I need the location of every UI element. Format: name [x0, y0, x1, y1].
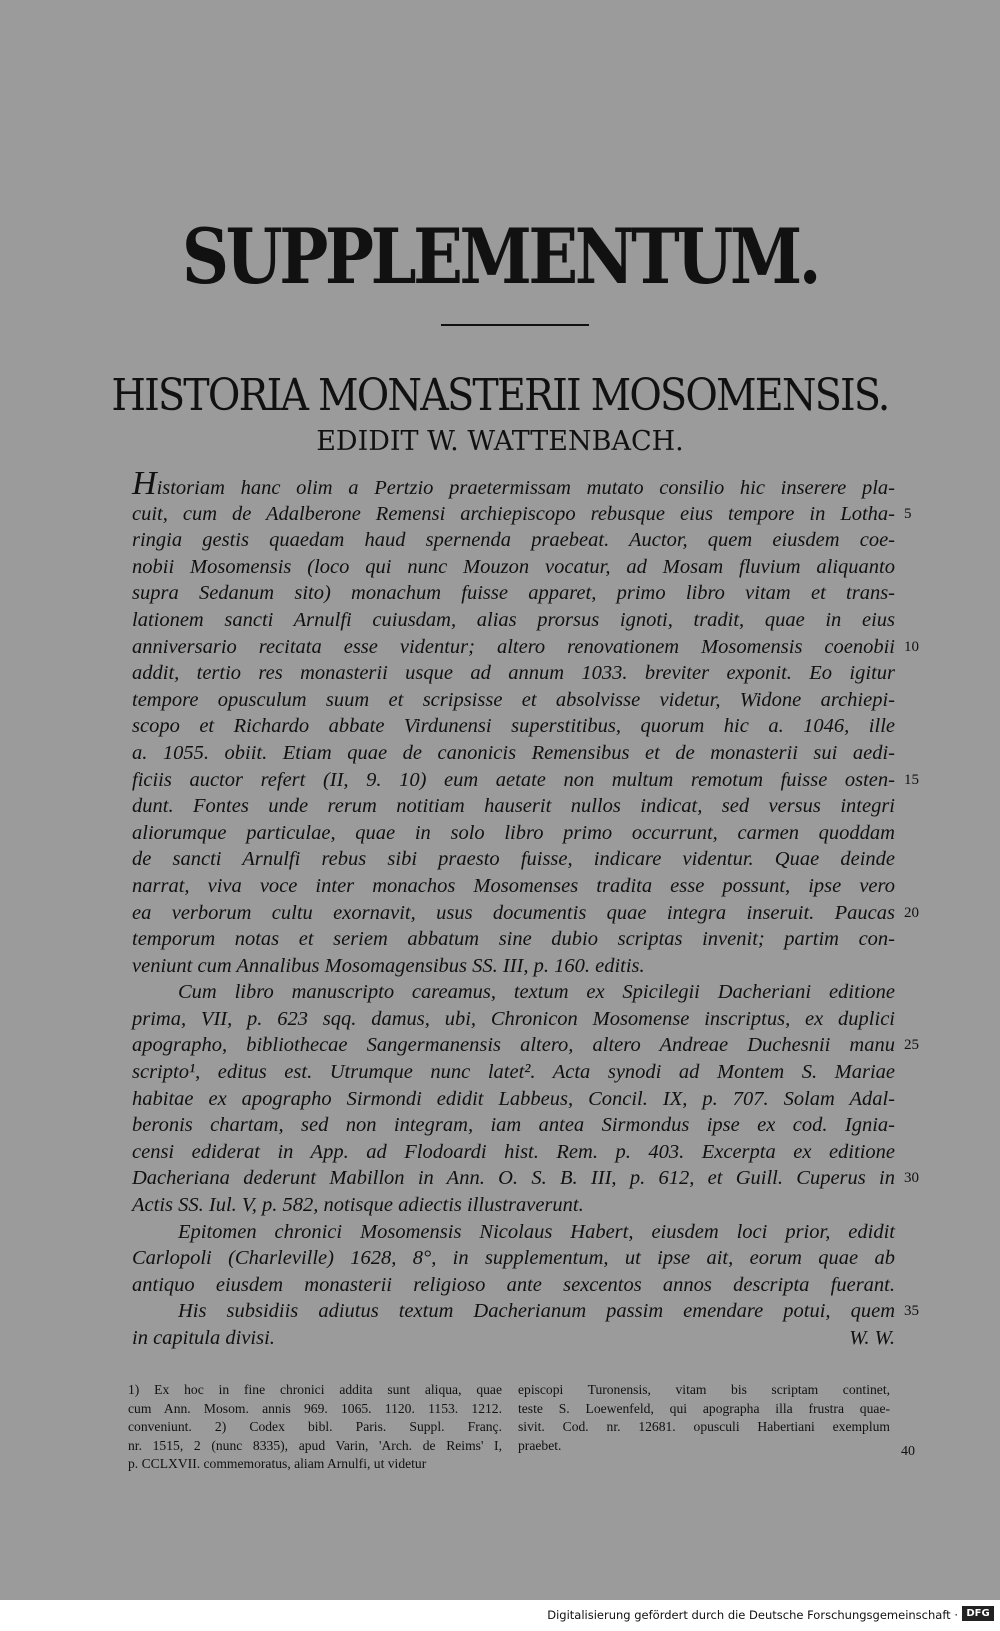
line-text: censi ediderat in App. ad Flodoardi hist. Rem. p. 403. Excerpta ex editione — [132, 1140, 895, 1163]
text-line-content — [132, 1006, 895, 1033]
line-number: 20 — [904, 904, 919, 921]
line-text: beronis chartam, sed non integram, iam antea Sirmondus ipse ex cod. Ignia- — [132, 1114, 895, 1137]
text-line-content — [132, 900, 895, 927]
text-line-content — [132, 979, 895, 1006]
text-line-content — [132, 607, 895, 634]
text-line — [132, 1192, 895, 1219]
text-line — [132, 820, 895, 847]
text-line-content — [132, 1325, 895, 1352]
line-text: Actis SS. Iul. V, p. 582, notisque adiectis illustraverunt. — [132, 1194, 584, 1217]
footnotes-right-column — [518, 1381, 890, 1455]
line-text: supra Sedanum sito) monachum fuisse apparet, primo libro vitam et trans- — [132, 582, 895, 605]
text-line — [132, 1086, 895, 1113]
text-line-content — [132, 767, 895, 794]
line-text: temporum notas et seriem abbatum sine dubio scriptas invenit; partim con- — [132, 928, 895, 951]
text-line — [132, 634, 919, 661]
line-text: dunt. Fontes unde rerum notitiam hauserit nullos indicat, sed versus integri — [132, 795, 895, 818]
drop-cap: H — [132, 465, 157, 502]
text-line — [132, 527, 895, 554]
text-line — [132, 465, 895, 502]
text-line — [132, 873, 895, 900]
text-line-content — [132, 846, 895, 873]
text-line-content — [132, 1165, 895, 1192]
text-line — [132, 1325, 895, 1352]
text-line — [132, 1139, 895, 1166]
line-text: nobii Mosomensis (loco qui nunc Mouzon vocatur, ad Mosam fluvium aliquanto — [132, 555, 895, 578]
line-text: His subsidiis adiutus textum Dacherianum passim emendare potui, quem — [178, 1300, 895, 1323]
line-number: 10 — [904, 638, 919, 655]
text-line-content — [132, 1086, 895, 1113]
text-line-content — [132, 634, 895, 661]
text-line — [132, 846, 895, 873]
footnote-line: p. CCLXVII. commemoratus, aliam Arnulfi, ut videtur — [128, 1456, 427, 1472]
footnote-line: episcopi Turonensis, vitam bis scriptam continet, — [518, 1382, 890, 1397]
line-number: 25 — [904, 1037, 919, 1054]
line-text: Dacheriana dederunt Mabillon in Ann. O. S. B. III, p. 612, et Guill. Cuperus in — [132, 1167, 895, 1190]
text-line — [132, 687, 895, 714]
text-line — [132, 740, 895, 767]
text-line — [132, 554, 895, 581]
text-line — [132, 1165, 919, 1192]
line-text: antiquo eiusdem monasterii religioso ante sexcentos annos descripta fuerant. — [132, 1273, 895, 1296]
footnote-line: teste S. Loewenfeld, qui apographa illa frustra quae- — [518, 1400, 890, 1416]
text-line-content — [132, 1032, 895, 1059]
footnote-line: sivit. Cod. nr. 12681. opusculi Habertiani exemplum — [518, 1419, 890, 1435]
line-text: addit, tertio res monasterii usque ad annum 1033. breviter exponit. Eo igitur — [132, 662, 895, 685]
footer-bar — [0, 1600, 1000, 1631]
text-line — [132, 501, 912, 528]
line-text: apographo, bibliothecae Sangermanensis altero, altero Andreae Duchesnii manu — [132, 1034, 895, 1057]
footnote-line: nr. 1515, 2 (nunc 8335), apud Varin, 'Arch. de Reims' I, — [128, 1437, 502, 1453]
text-line-content — [132, 820, 895, 847]
line-text: aliorumque particulae, quae in solo libro primo occurrunt, carmen quoddam — [132, 821, 895, 844]
text-line-content — [132, 580, 895, 607]
line-text: anniversario recitata esse videntur; altero renovationem Mosomensis coenobii — [132, 635, 895, 658]
text-line — [132, 1298, 919, 1325]
line-text: narrat, viva voce inter monachos Mosomenses tradita esse possunt, ipse vero — [132, 874, 895, 897]
line-text: veniunt cum Annalibus Mosomagensibus SS. III, p. 160. editis. — [132, 954, 645, 977]
footnote-line-number: 40 — [901, 1444, 915, 1459]
text-line-content — [132, 926, 895, 953]
section-title: HISTORIA MONASTERII MOSOMENSIS. — [111, 370, 889, 421]
line-text: lationem sancti Arnulfi cuiusdam, alias prorsus ignoti, tradit, quae in eius — [132, 608, 895, 631]
text-line-content — [132, 793, 895, 820]
text-line-content — [132, 1112, 895, 1139]
text-line-content — [132, 687, 895, 714]
line-text: in capitula divisi. — [132, 1327, 275, 1349]
line-text: Cum libro manuscripto careamus, textum ex Spicilegii Dacheriani editione — [178, 981, 895, 1004]
text-line-content — [132, 660, 895, 687]
text-line-content — [132, 1059, 895, 1086]
line-text: tempore opusculum suum et scripsisse et absolvisse videtur, Widone archiepi- — [132, 688, 895, 711]
line-text: scripto¹, editus est. Utrumque nunc latet². Acta synodi ad Montem S. Mariae — [132, 1061, 895, 1084]
title-divider — [441, 324, 589, 326]
line-text: ringia gestis quaedam haud spernenda praebeat. Auctor, quem eiusdem coe- — [132, 529, 895, 552]
footnotes-left-column — [128, 1381, 502, 1474]
line-text: cuit, cum de Adalberone Remensi archiepiscopo rebusque eius tempore in Lotha- — [132, 502, 895, 525]
text-line — [132, 1032, 919, 1059]
text-line-content — [132, 740, 895, 767]
line-text: scopo et Richardo abbate Virdunensi superstitibus, quorum hic a. 1046, ille — [132, 715, 895, 738]
text-line-content — [132, 554, 895, 581]
line-text: Epitomen chronici Mosomensis Nicolaus Habert, eiusdem loci prior, edidit — [178, 1220, 895, 1243]
footnote-line: 1) Ex hoc in fine chronici addita sunt aliqua, quae — [128, 1382, 502, 1397]
line-number: 5 — [904, 505, 912, 522]
text-line — [132, 1245, 895, 1272]
text-line-content — [132, 1192, 895, 1219]
text-line-content — [132, 1139, 895, 1166]
text-line-content — [132, 713, 895, 740]
text-line — [132, 900, 919, 927]
text-line — [132, 660, 895, 687]
text-line — [132, 607, 895, 634]
line-number: 35 — [904, 1303, 919, 1320]
text-line — [132, 979, 895, 1006]
text-line — [132, 793, 895, 820]
text-line-content — [132, 1298, 895, 1325]
text-line-content — [132, 1245, 895, 1272]
line-text: Carlopoli (Charleville) 1628, 8°, in supplementum, ut ipse ait, eorum quae ab — [132, 1247, 895, 1270]
dfg-logo: DFG — [962, 1606, 994, 1621]
text-line — [132, 953, 895, 980]
line-text: de sancti Arnulfi rebus sibi praesto fuisse, indicare videntur. Quae deinde — [132, 848, 895, 871]
editor-signature: W. W. — [849, 1327, 895, 1349]
footnote-line: cum Ann. Mosom. annis 969. 1065. 1120. 1153. 1212. — [128, 1400, 502, 1416]
text-line — [132, 1006, 895, 1033]
text-line — [132, 580, 895, 607]
footer-credit: Digitalisierung gefördert durch die Deutsche Forschungsgemeinschaft · — [547, 1608, 958, 1622]
line-text: istoriam hanc olim a Pertzio praetermissam mutato consilio hic inserere pla- — [156, 477, 895, 499]
line-text: habitae ex apographo Sirmondi edidit Labbeus, Concil. IX, p. 707. Solam Adal- — [132, 1087, 895, 1110]
text-line — [132, 767, 919, 794]
footnote-line: praebet. — [518, 1437, 562, 1453]
line-text: ficiis auctor refert (II, 9. 10) eum aetate non multum remotum fuisse osten- — [132, 768, 895, 791]
text-line-content — [132, 1272, 895, 1299]
text-line-content — [132, 465, 895, 502]
editor-line: EDIDIT W. WATTENBACH. — [316, 426, 684, 457]
text-line — [132, 926, 895, 953]
text-line-content — [132, 873, 895, 900]
line-text: a. 1055. obiit. Etiam quae de canonicis Remensibus et de monasterii sui aedi- — [132, 741, 895, 764]
footnote-line: conveniunt. 2) Codex bibl. Paris. Suppl. Franç. — [128, 1419, 502, 1435]
page-title: SUPPLEMENTUM. — [181, 212, 819, 301]
text-line — [132, 1219, 895, 1246]
text-line — [132, 1272, 895, 1299]
text-line — [132, 1112, 895, 1139]
text-line-content — [132, 1219, 895, 1246]
line-text: prima, VII, p. 623 sqq. damus, ubi, Chronicon Mosomense inscriptus, ex duplici — [132, 1007, 895, 1030]
text-line — [132, 1059, 895, 1086]
line-text: ea verborum cultu exornavit, usus documentis quae integra inseruit. Paucas — [132, 901, 895, 924]
text-line-content — [132, 527, 895, 554]
text-line-content — [132, 953, 895, 980]
body-text — [132, 465, 919, 1352]
line-number: 30 — [904, 1170, 919, 1187]
line-number: 15 — [904, 771, 919, 788]
text-line-content — [132, 501, 895, 528]
text-line — [132, 713, 895, 740]
